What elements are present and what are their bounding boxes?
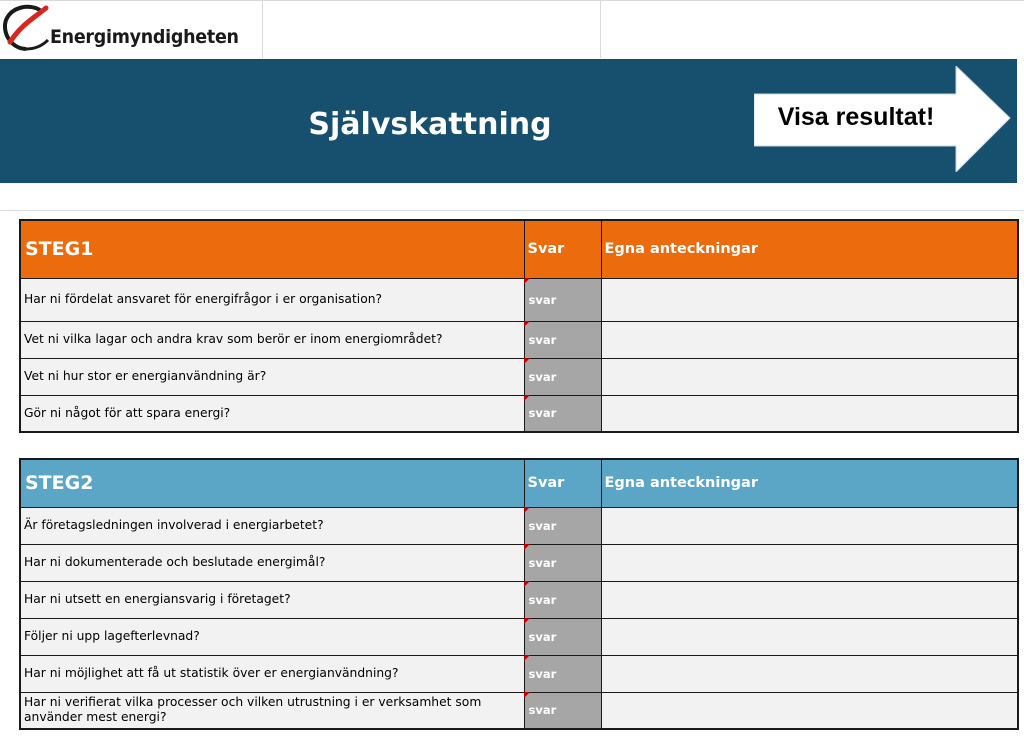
question-cell: Gör ni något för att spara energi?	[20, 395, 524, 432]
question-cell: Vet ni hur stor er energianvändning är?	[20, 358, 524, 395]
answer-cell[interactable]: svar	[524, 395, 601, 432]
question-cell: Har ni möjlighet att få ut statistik över er energianvändning?	[20, 655, 524, 692]
question-cell: Har ni utsett en energiansvarig i företaget?	[20, 581, 524, 618]
gridline	[600, 0, 601, 58]
notes-cell[interactable]	[601, 358, 1018, 395]
steg2-svar-header: Svar	[524, 459, 601, 507]
notes-cell[interactable]	[601, 507, 1018, 544]
notes-cell[interactable]	[601, 581, 1018, 618]
notes-cell[interactable]	[601, 395, 1018, 432]
table-row	[20, 278, 1018, 321]
steg1-header-row	[20, 220, 1018, 278]
question-cell: Har ni fördelat ansvaret för energifrågor i er organisation?	[20, 278, 524, 321]
answer-cell[interactable]: svar	[524, 692, 601, 729]
logo-text: Energimyndigheten	[50, 26, 239, 48]
steg1-svar-header: Svar	[524, 220, 601, 278]
steg1-title: STEG1	[20, 220, 524, 278]
answer-cell[interactable]: svar	[524, 581, 601, 618]
table-row	[20, 618, 1018, 655]
notes-cell[interactable]	[601, 655, 1018, 692]
logo-mark-icon	[0, 2, 52, 54]
answer-cell[interactable]: svar	[524, 544, 601, 581]
steg1-table	[19, 219, 1019, 433]
table-row	[20, 395, 1018, 432]
notes-cell[interactable]	[601, 544, 1018, 581]
answer-cell[interactable]: svar	[524, 278, 601, 321]
notes-cell[interactable]	[601, 278, 1018, 321]
table-row	[20, 507, 1018, 544]
gridline	[0, 0, 1024, 1]
table-row	[20, 581, 1018, 618]
table-row	[20, 544, 1018, 581]
steg2-notes-header: Egna anteckningar	[601, 459, 1018, 507]
gridline	[0, 210, 1024, 211]
notes-cell[interactable]	[601, 618, 1018, 655]
question-cell: Har ni verifierat vilka processer och vilken utrustning i er verksamhet som använder mest energi?	[20, 692, 524, 729]
table-row	[20, 655, 1018, 692]
question-cell: Följer ni upp lagefterlevnad?	[20, 618, 524, 655]
question-cell: Vet ni vilka lagar och andra krav som berör er inom energiområdet?	[20, 321, 524, 358]
page-title: Självskattning	[308, 107, 552, 142]
answer-cell[interactable]: svar	[524, 321, 601, 358]
answer-cell[interactable]: svar	[524, 655, 601, 692]
show-result-label[interactable]: Visa resultat!	[777, 103, 935, 131]
gridline	[262, 0, 263, 58]
notes-cell[interactable]	[601, 321, 1018, 358]
answer-cell[interactable]: svar	[524, 358, 601, 395]
steg2-header-row	[20, 459, 1018, 507]
table-row	[20, 321, 1018, 358]
table-row	[20, 692, 1018, 729]
question-cell: Är företagsledningen involverad i energiarbetet?	[20, 507, 524, 544]
answer-cell[interactable]: svar	[524, 618, 601, 655]
notes-cell[interactable]	[601, 692, 1018, 729]
energimyndigheten-logo	[0, 2, 240, 56]
answer-cell[interactable]: svar	[524, 507, 601, 544]
steg1-notes-header: Egna anteckningar	[601, 220, 1018, 278]
table-row	[20, 358, 1018, 395]
question-cell: Har ni dokumenterade och beslutade energimål?	[20, 544, 524, 581]
steg2-table	[19, 458, 1019, 730]
steg2-title: STEG2	[20, 459, 524, 507]
